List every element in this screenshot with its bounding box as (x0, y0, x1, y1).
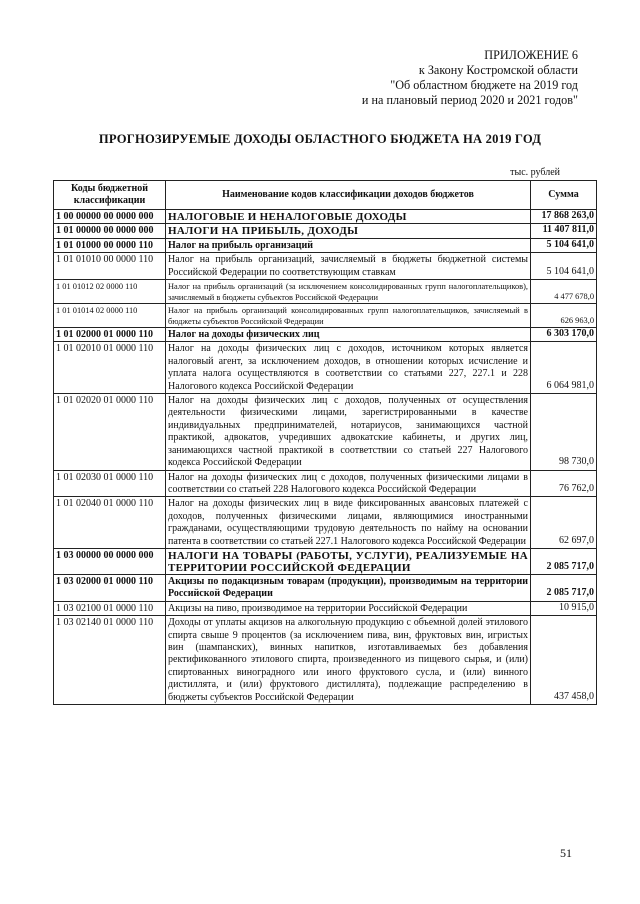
table-row (54, 253, 597, 280)
appendix-law-title: "Об областном бюджете на 2019 год (390, 78, 578, 92)
row-code: 1 01 02020 01 0000 110 (54, 394, 166, 470)
row-name: Налог на доходы физических лиц с доходов, источником которых является налоговый агент, за исключением доходов, в отношении которых исчисление и уплата налога осуществляются в соответствии со статьями 227, 227.1 и 228 Налогового кодекса Российской Федерации (166, 342, 531, 394)
appendix-number: ПРИЛОЖЕНИЕ 6 (484, 48, 578, 62)
table-row (54, 616, 597, 705)
header-codes: Коды бюджетной классификации (54, 181, 166, 210)
row-sum: 5 104 641,0 (531, 238, 597, 252)
row-sum: 626 963,0 (531, 304, 597, 328)
row-name: Налог на прибыль организаций, зачисляемый в бюджеты бюджетной системы Российской Федерации по соответствующим ставкам (166, 253, 531, 280)
revenue-table (53, 180, 597, 705)
header-sum: Сумма (531, 181, 597, 210)
table-row (54, 394, 597, 470)
appendix-law: к Закону Костромской области (418, 63, 578, 77)
table-row (54, 574, 597, 601)
row-name: Налог на прибыль организаций консолидированных групп налогоплательщиков, зачисляемый в бюджеты субъектов Российской Федерации (166, 304, 531, 328)
table-row (54, 238, 597, 252)
table-row (54, 224, 597, 238)
row-code: 1 01 01000 00 0000 110 (54, 238, 166, 252)
table-body (54, 210, 597, 705)
table-row (54, 304, 597, 328)
row-code: 1 01 02030 01 0000 110 (54, 470, 166, 497)
unit-label: тыс. рублей (510, 167, 560, 178)
row-sum: 2 085 717,0 (531, 574, 597, 601)
row-name: Налог на доходы физических лиц (166, 328, 531, 342)
row-name: НАЛОГИ НА ПРИБЫЛЬ, ДОХОДЫ (166, 224, 531, 238)
row-name: Налог на доходы физических лиц с доходов, полученных от осуществления деятельности физическими лицами, зарегистрированными в качестве индивидуальных предпринимателей, нотариусов, занимающихся частной практикой, адвокатов, учредивших адвокатские кабинеты, и других лиц, занимающихся частной практикой в соответствии со статьей 227 Налогового кодекса Российской Федерации (166, 394, 531, 470)
row-code: 1 03 02100 01 0000 110 (54, 601, 166, 615)
table-row (54, 280, 597, 304)
appendix-header (362, 48, 578, 108)
row-code: 1 01 01012 02 0000 110 (54, 280, 166, 304)
table-row (54, 548, 597, 574)
row-sum: 17 868 263,0 (531, 210, 597, 224)
row-code: 1 01 01010 00 0000 110 (54, 253, 166, 280)
row-sum: 98 730,0 (531, 394, 597, 470)
row-name: Налог на доходы физических лиц с доходов, полученных физическими лицами в соответствии со статьей 228 Налогового кодекса Российской Федерации (166, 470, 531, 497)
row-name: НАЛОГОВЫЕ И НЕНАЛОГОВЫЕ ДОХОДЫ (166, 210, 531, 224)
row-code: 1 01 02000 01 0000 110 (54, 328, 166, 342)
table-row (54, 470, 597, 497)
row-name: Акцизы по подакцизным товарам (продукции), производимым на территории Российской Федерации (166, 574, 531, 601)
table-row (54, 210, 597, 224)
row-code: 1 03 02000 01 0000 110 (54, 574, 166, 601)
row-sum: 4 477 678,0 (531, 280, 597, 304)
document-title: ПРОГНОЗИРУЕМЫЕ ДОХОДЫ ОБЛАСТНОГО БЮДЖЕТА НА 2019 ГОД (98, 132, 542, 146)
row-code: 1 01 01014 02 0000 110 (54, 304, 166, 328)
row-sum: 10 915,0 (531, 601, 597, 615)
row-sum: 6 064 981,0 (531, 342, 597, 394)
row-sum: 2 085 717,0 (531, 548, 597, 574)
row-sum: 437 458,0 (531, 616, 597, 705)
row-sum: 76 762,0 (531, 470, 597, 497)
row-sum: 5 104 641,0 (531, 253, 597, 280)
row-code: 1 00 00000 00 0000 000 (54, 210, 166, 224)
row-sum: 11 407 811,0 (531, 224, 597, 238)
row-name: Налог на прибыль организаций (166, 238, 531, 252)
header-names: Наименование кодов классификации доходов бюджетов (166, 181, 531, 210)
row-name: Налог на доходы физических лиц в виде фиксированных авансовых платежей с доходов, полученных физическими лицами, являющимися иностранными гражданами, осуществляющими трудовую деятельность по найму на основании патента в соответствии со статьей 227.1 Налогового кодекса Российской Федерации (166, 497, 531, 549)
table-header-row (54, 181, 597, 210)
row-code: 1 03 02140 01 0000 110 (54, 616, 166, 705)
table-row (54, 328, 597, 342)
row-name: Доходы от уплаты акцизов на алкогольную продукцию с объемной долей этилового спирта свыше 9 процентов (за исключением пива, вин, фруктовых вин, игристых вин (шампанских), винных напитков, изготавливаемых без добавления ректификованного этилового спирта, произведенного из пищевого сырья, и (или) спиртованных виноградного или иного фруктового сусла, и (или) винного дистиллята, и (или) фруктового дистиллята), подлежащие распределению в бюджеты субъектов Российской Федерации (166, 616, 531, 705)
row-code: 1 03 00000 00 0000 000 (54, 548, 166, 574)
table-row (54, 601, 597, 615)
appendix-law-period: и на плановый период 2020 и 2021 годов" (361, 93, 578, 107)
row-name: НАЛОГИ НА ТОВАРЫ (РАБОТЫ, УСЛУГИ), РЕАЛИЗУЕМЫЕ НА ТЕРРИТОРИИ РОССИЙСКОЙ ФЕДЕРАЦИИ (166, 548, 531, 574)
row-code: 1 01 02040 01 0000 110 (54, 497, 166, 549)
row-name: Налог на прибыль организаций (за исключением консолидированных групп налогоплательщиков), зачисляемый в бюджеты субъектов Российской Федерации (166, 280, 531, 304)
row-sum: 6 303 170,0 (531, 328, 597, 342)
row-code: 1 01 00000 00 0000 000 (54, 224, 166, 238)
row-code: 1 01 02010 01 0000 110 (54, 342, 166, 394)
row-sum: 62 697,0 (531, 497, 597, 549)
page-number: 51 (560, 846, 572, 860)
table-row (54, 342, 597, 394)
table-row (54, 497, 597, 549)
row-name: Акцизы на пиво, производимое на территории Российской Федерации (166, 601, 531, 615)
